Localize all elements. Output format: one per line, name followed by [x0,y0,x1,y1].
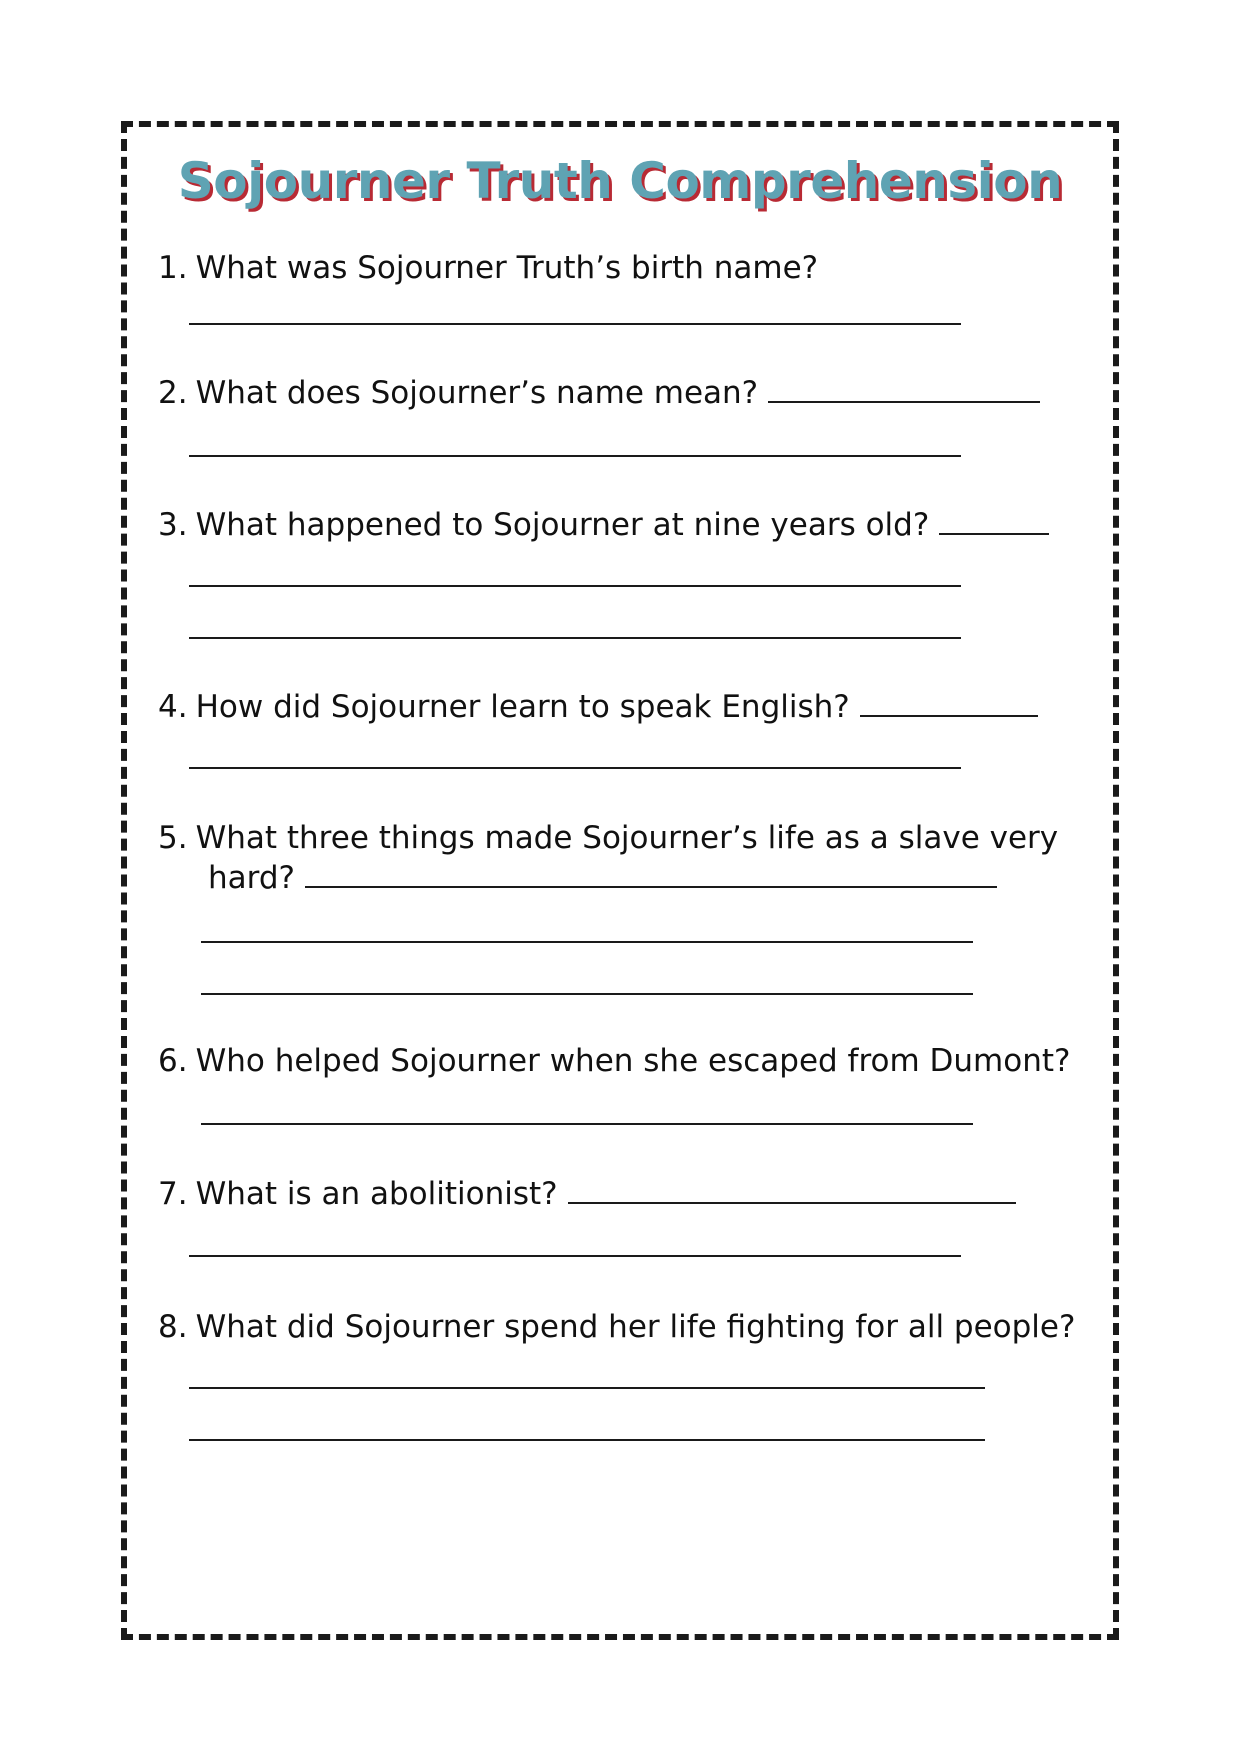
question-1 [158,248,818,288]
question-number: 1. [158,250,188,286]
question-text: What is an abolitionist? [195,1176,558,1212]
worksheet-border [121,121,1119,1640]
question-3 [158,505,1049,545]
question-number: 3. [158,507,188,543]
answer-line[interactable] [189,585,961,587]
question-number: 8. [158,1309,188,1345]
question-text: What happened to Sojourner at nine years old? [195,507,930,543]
answer-line[interactable] [189,455,961,457]
question-number: 2. [158,375,188,411]
question-text: What does Sojourner’s name mean? [195,375,759,411]
question-5 [158,818,1058,858]
worksheet-title: Sojourner Truth Comprehension [177,152,1063,210]
answer-line[interactable] [189,767,961,769]
question-5-continuation [208,858,997,898]
question-number: 4. [158,689,188,725]
answer-line[interactable] [768,373,1040,403]
question-number: 7. [158,1176,188,1212]
answer-line[interactable] [189,1439,985,1441]
answer-line[interactable] [568,1174,1016,1204]
answer-line[interactable] [305,858,997,888]
question-text: How did Sojourner learn to speak English? [195,689,850,725]
answer-line[interactable] [201,993,973,995]
question-6 [158,1041,1070,1081]
question-text-continuation: hard? [208,860,295,896]
question-4 [158,687,1038,727]
answer-line[interactable] [189,323,961,325]
answer-line[interactable] [201,941,973,943]
answer-line[interactable] [860,687,1038,717]
answer-line[interactable] [201,1123,973,1125]
answer-line[interactable] [189,1255,961,1257]
question-number: 5. [158,820,188,856]
question-text: What three things made Sojourner’s life as a slave very [195,820,1059,856]
question-text: What was Sojourner Truth’s birth name? [195,250,819,286]
question-7 [158,1174,1016,1214]
answer-line[interactable] [189,637,961,639]
question-2 [158,373,1040,413]
answer-line[interactable] [189,1387,985,1389]
question-text: Who helped Sojourner when she escaped from Dumont? [195,1043,1071,1079]
answer-line[interactable] [939,505,1049,535]
question-text: What did Sojourner spend her life fighting for all people? [195,1309,1076,1345]
question-number: 6. [158,1043,188,1079]
question-8 [158,1307,1075,1347]
